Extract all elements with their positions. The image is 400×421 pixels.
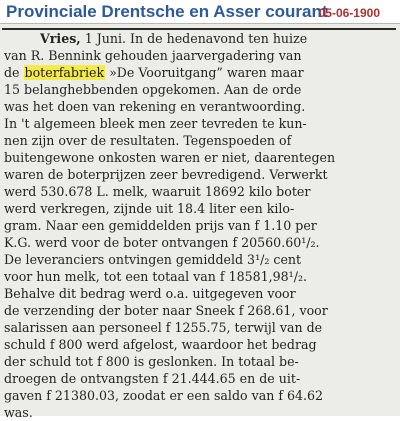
article-line-1	[40, 30, 394, 47]
dateline-place: Vries,	[40, 31, 81, 46]
article-line-6: In 't algemeen bleek men zeer tevreden te kun-	[4, 116, 307, 131]
article-line-8: buitengewone onkosten waren er niet, daarentegen	[4, 150, 336, 165]
article-line-9: waren de boterprijzen zeer bevredigend. Verwerkt	[4, 167, 328, 182]
article-line-7: nen zijn over de resultaten. Tegenspoeden of	[4, 133, 292, 148]
newspaper-title: Provinciale Drentsche en Asser courant	[6, 2, 328, 21]
article-line-18: salarissen aan personeel f 1255.75, terwijl van de	[4, 320, 323, 335]
article-line-22: gaven f 21380.03, zoodat er een saldo van f 64.62	[4, 388, 324, 403]
article-line-3: de boterfabriek »De Vooruitgang” waren maar	[4, 65, 304, 80]
article-line-16: Behalve dit bedrag werd o.a. uitgegeven voor	[4, 286, 296, 301]
article-line-19: schuld f 800 werd afgelost, waardoor het bedrag	[4, 337, 317, 352]
search-highlight: boterfabriek	[24, 65, 105, 80]
publication-date: 05-06-1900	[318, 6, 380, 20]
article-line-15: voor hun melk, tot een totaal van f 18581,98¹/₂.	[4, 269, 308, 284]
article-line-23: was.	[4, 405, 33, 420]
article-line-11: werd verkregen, zijnde uit 18.4 liter een kilo-	[4, 201, 295, 216]
article-line-5: was het doen van rekening en verantwoording.	[4, 99, 306, 114]
article-line-14: De leveranciers ontvingen gemiddeld 3¹/₂ cent	[4, 252, 302, 267]
line-text: 1 Juni. In de hedenavond ten huize	[80, 31, 308, 46]
page-header	[0, 0, 400, 24]
article-line-4: 15 belanghebbenden opgekomen. Aan de orde	[4, 82, 302, 97]
article-line-21: droegen de ontvangsten f 21.444.65 en de uit-	[4, 371, 301, 386]
article-line-17: de verzending der boter naar Sneek f 268.61, voor	[4, 303, 328, 318]
article-line-2: van R. Bennink gehouden jaarvergadering van	[4, 48, 302, 63]
article-line-10: werd 530.678 L. melk, waaruit 18692 kilo boter	[4, 184, 311, 199]
article-line-20: der schuld tot f 800 is geslonken. In totaal be-	[4, 354, 299, 369]
article-line-13: K.G. werd voor de boter ontvangen f 20560.60¹/₂.	[4, 235, 320, 250]
article-line-12: gram. Naar een gemiddelden prijs van f 1.10 per	[4, 218, 317, 233]
